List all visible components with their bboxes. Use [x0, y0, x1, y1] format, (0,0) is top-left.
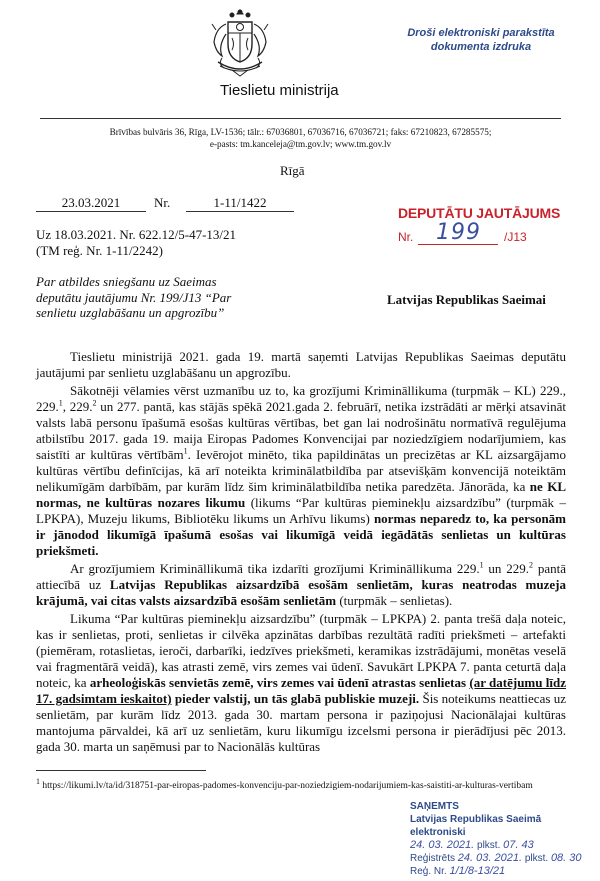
ministry-name: Tieslietu ministrija	[220, 82, 339, 99]
footnote-mark: 1	[36, 777, 40, 786]
footnote-divider	[36, 770, 206, 771]
address-line-2: e-pasts: tm.kanceleja@tm.gov.lv; www.tm.gov.lv	[209, 139, 392, 149]
document-subject: Par atbildes sniegšanu uz Saeimas deputātu jautājumu Nr. 199/J13 “Par senlietu uzglabāšanu un apgrozību”	[36, 274, 232, 320]
esign-line-1: Droši elektroniski parakstīta	[407, 27, 555, 39]
deputy-stamp-nr-label: Nr.	[398, 230, 414, 244]
received-stamp-title: SAŅEMTS	[410, 801, 459, 812]
reference-block	[36, 227, 236, 259]
footnote	[36, 776, 556, 792]
recipient: Latvijas Republikas Saeimai	[387, 292, 546, 307]
address-block	[40, 126, 561, 150]
coat-of-arms-icon	[202, 6, 278, 82]
paragraph-4: Likuma “Par kultūras pieminekļu aizsardzību” (turpmāk – LPKPA) 2. panta trešā daļa noteic, kas ir senlietas, proti, senlietas ir cilvēka apzinātas darbības rezultātā radīti priekšmeti – artefakti (piemēram, rotaslietas, ieroči, darbarīki, iedzīves priekšmeti, keramikas izstrādājumi, monētas veselā vai fragmentārā veidā), kas atrasti zemē, virs zemes vai ūdenī. Savukārt LPKPA 7. panta ceturtā daļa noteic, ka arheoloģiskās senvietās zemē, virs zemes vai ūdenī atrastas senlietas (ar datējumu līdz 17. gadsimtam ieskaitot) pieder valstij, un tās glabā publiskie muzeji. Šis noteikums neattiecas uz senlietām, par kurām līdz 2013. gada 30. martam persona ir paziņojusi Nacionālajai kultūras mantojuma pārvaldei, kā arī uz senlietām, kuru likumīgu izcelsmi persona ir pierādījusi pēc 2013. gada 30. marta un saņēmusi par to Nacionālās kultūras	[36, 611, 566, 754]
deputy-question-stamp-title: DEPUTĀTU JAUTĀJUMS	[398, 205, 561, 221]
registered-date: 24. 03. 2021.	[457, 852, 523, 864]
reference-line-1: Uz 18.03.2021. Nr. 622.12/5-47-13/21	[36, 227, 237, 242]
address-line-1: Brīvības bulvāris 36, Rīga, LV-1536; tālr.: 67036801, 67036716, 67036721; faks: 67210823, 67285575;	[109, 127, 492, 137]
registered-time: 08. 30	[550, 852, 582, 864]
city: Rīgā	[280, 163, 305, 178]
registration-number-row: Reģ. Nr. 1/1/8-13/21	[410, 865, 506, 877]
deputy-stamp-suffix: /J13	[504, 230, 527, 244]
deputy-question-stamp-number	[398, 220, 568, 246]
registration-number: 1/1/8-13/21	[449, 865, 506, 877]
paragraph-1: Tieslietu ministrijā 2021. gada 19. martā saņemti Latvijas Republikas Saeimas deputātu jautājumi par senlietu uzglabāšanu un apgrozību.	[36, 349, 566, 380]
received-stamp	[410, 800, 582, 878]
received-time: 07. 43	[503, 839, 534, 851]
header-divider	[40, 118, 561, 119]
letter-body	[36, 349, 566, 757]
document-number: 1-11/1422	[186, 195, 294, 212]
footnote-link[interactable]: https://likumi.lv/ta/id/318751-par-eiropas-padomes-konvenciju-par-noziedzigiem-nodarijumiem-kas-saistiti-ar-kulturas-vertibam	[42, 781, 533, 792]
document-date: 23.03.2021	[36, 195, 146, 212]
received-date: 24. 03. 2021.	[410, 839, 475, 851]
document-date-number	[36, 195, 296, 213]
deputy-stamp-handwritten-number: 199	[436, 220, 481, 245]
received-stamp-date-row: 24. 03. 2021. plkst. 07. 43	[410, 839, 534, 851]
document-nr-label: Nr.	[154, 195, 171, 210]
footnote-reference[interactable]: 1	[183, 446, 188, 456]
esign-notice	[386, 26, 576, 54]
paragraph-2: Sākotnēji vēlamies vērst uzmanību uz to, ka grozījumi Krimināllikuma (turpmāk – KL) 229., 229.$^1$, 229.$^2$ un 277. pantā, kas stājās spēkā 2021.gada 2. februārī, netika izstrādāti ar mērķi atsavināt valsts labā personu īpašumā esošas kultūras vērtības, bet gan lai nodrošinātu normatīvā regulējuma atbilstību 2017. gada 19. maija Eiropas Padomes Konvencijai par noziedzīgiem nodarījumiem, kas saistīti ar kultūras vērtībām$^1$. Ievērojot minēto, tika papildinātas un precizētas ar KL aizsargājamo kultūras vērtību definīcijas, kā arī noteikta kriminālatbildība par atsevišķām konvencijā noteiktām nelikumīgām darbībām, par kurām līdz šim kriminālatbildība netika paredzēta. Jānorāda, ka ne KL normas, ne kultūras nozares likumu (likums “Par kultūras pieminekļu aizsardzību” (turpmāk – LPKPA), Muzeju likums, Bibliotēku likums un Arhīvu likums) normas neparedz to, ka personām ir jānodod likumīgā īpašumā esošas vai likumīgā veidā iegādātās senlietas un kultūras priekšmeti.	[36, 383, 567, 558]
received-stamp-subtitle: Latvijas Republikas Saeimā elektroniski	[410, 814, 542, 838]
esign-line-2: dokumenta izdruka	[430, 41, 532, 53]
registered-row: Reģistrēts 24. 03. 2021. plkst. 08. 30	[410, 852, 582, 864]
reference-line-2: (TM reģ. Nr. 1-11/2242)	[36, 243, 163, 258]
paragraph-3: Ar grozījumiem Krimināllikumā tika izdarīti grozījumi Krimināllikuma 229.$^1$ un 229.$^2$ pantā attiecībā uz Latvijas Republikas aizsardzībā esošām senlietām, kuras neatrodas muzeja krājumā, vai citas valsts aizsardzībā esošām senlietām (turpmāk – senlietas).	[36, 560, 566, 608]
